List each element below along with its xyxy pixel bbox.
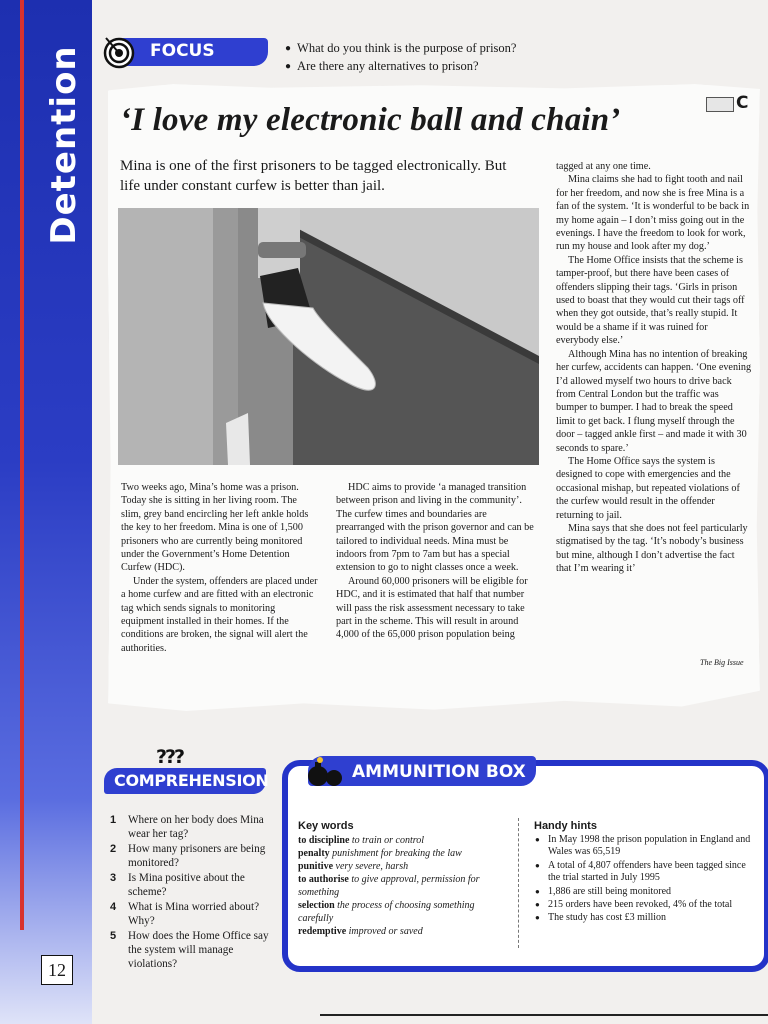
article-paragraph: Mina says that she does not feel particularly stigmatised by the tag. ‘It’s nobody’s business but mine, although I don’t advertise the fact that I’m wearing it’ bbox=[556, 522, 748, 575]
article-paragraph: tagged at any one time. bbox=[556, 161, 651, 172]
key-word-item bbox=[298, 873, 512, 899]
article-source: The Big Issue bbox=[700, 658, 744, 667]
focus-question: ● What do you think is the purpose of prison? bbox=[285, 40, 516, 58]
article-column-3 bbox=[556, 160, 752, 576]
sidebar-red-stripe bbox=[20, 0, 24, 930]
page-number: 12 bbox=[41, 955, 73, 985]
article-paragraph: The Home Office says the system is designed to cope with emergencies and the occasional mishap, but repeated violations of the curfew would result in the offender returning to jail. bbox=[556, 455, 740, 521]
handy-hint: ● 215 orders have been revoked, 4% of the total bbox=[534, 899, 756, 911]
question-text: Where on her body does Mina wear her tag? bbox=[128, 814, 264, 840]
question-number: 3 bbox=[110, 872, 117, 884]
ammunition-divider bbox=[518, 818, 519, 948]
article-column-1 bbox=[121, 481, 318, 655]
article-paragraph: Under the system, offenders are placed under a home curfew and are fitted with an electronic tag which sends signals to monitoring equipment installed in their homes. If the conditions are broken, the signal will alert the authorities. bbox=[121, 575, 318, 654]
key-word-term: to authorise bbox=[298, 874, 349, 885]
publication-logo bbox=[706, 93, 758, 113]
comprehension-question bbox=[110, 842, 280, 870]
question-number: 2 bbox=[110, 843, 117, 855]
question-text: How many prisoners are being monitored? bbox=[128, 843, 266, 869]
key-word-item bbox=[298, 860, 512, 873]
article-standfirst: Mina is one of the first prisoners to be tagged electronically. But life under constant curfew is better than jail. bbox=[120, 158, 507, 194]
logo-icon bbox=[706, 97, 734, 112]
key-word-item bbox=[298, 899, 512, 925]
handy-hints-title: Handy hints bbox=[534, 820, 597, 832]
bottom-rule bbox=[320, 1014, 768, 1016]
handy-hint: ● A total of 4,807 offenders have been tagged since the trial started in July 1995 bbox=[534, 860, 756, 885]
handy-hint: ● The study has cost £3 million bbox=[534, 912, 756, 924]
focus-question: ● Are there any alternatives to prison? bbox=[285, 58, 516, 76]
sidebar bbox=[0, 0, 92, 1024]
question-marks-icon: ??? bbox=[156, 746, 184, 768]
key-word-term: redemptive bbox=[298, 926, 347, 937]
question-text: Is Mina positive about the scheme? bbox=[128, 872, 245, 898]
handy-hint: ● In May 1998 the prison population in England and Wales was 65,519 bbox=[534, 834, 756, 859]
key-words-title: Key words bbox=[298, 820, 354, 832]
article-paragraph: Around 60,000 prisoners will be eligible for HDC, and it is estimated that half that number will pass the risk assessment necessary to take part in the scheme. This will result in around 4,000 of the 65,000 prison population being bbox=[336, 575, 528, 641]
key-word-definition: punishment for breaking the law bbox=[332, 848, 462, 859]
question-number: 4 bbox=[110, 901, 117, 913]
key-word-definition: very severe, harsh bbox=[335, 861, 409, 872]
comprehension-question bbox=[110, 929, 280, 971]
key-word-term: punitive bbox=[298, 861, 334, 872]
key-word-definition: to give approval, permission for something bbox=[298, 874, 480, 898]
comprehension-question bbox=[110, 900, 280, 928]
bomb-icon bbox=[304, 752, 344, 792]
key-word-definition: improved or saved bbox=[348, 926, 423, 937]
key-word-item bbox=[298, 847, 512, 860]
section-title-text: Detention bbox=[44, 45, 84, 245]
article-paragraph: Two weeks ago, Mina’s home was a prison. Today she is sitting in her living room. The slim, grey band encircling her left ankle holds the key to her freedom. Mina is one of 1,500 prisoners who are currently being monitored under the Government’s Home Detention Curfew (HDC). bbox=[121, 482, 309, 574]
article-paragraph: Mina claims she had to fight tooth and nail for her freedom, and now she is free Mina is a fan of the system. ‘It is wonderful to be back in my home again – I don’t miss going out in the evenings. I have the freedom to look for work, run my house and look after my dog.’ bbox=[556, 174, 750, 253]
focus-label: FOCUS bbox=[150, 41, 215, 61]
target-icon bbox=[102, 35, 136, 69]
question-number: 5 bbox=[110, 930, 117, 942]
article-photo-ankle-tag bbox=[118, 208, 539, 465]
key-word-term: penalty bbox=[298, 848, 330, 859]
key-words-list bbox=[298, 834, 512, 938]
article-column-2 bbox=[336, 481, 536, 642]
comprehension-label: COMPREHENSION bbox=[114, 771, 269, 790]
article-paragraph: The Home Office insists that the scheme is tamper-proof, but there have been cases of offenders slipping their tags. ‘Girls in prison used to boast that they would cut their tags off when they got outside, that’s really stupid. It would be a shame if it was ruined for everybody else.’ bbox=[556, 254, 745, 347]
question-text: What is Mina worried about? Why? bbox=[128, 901, 260, 927]
question-number: 1 bbox=[110, 814, 117, 826]
key-word-item bbox=[298, 925, 512, 938]
section-title bbox=[44, 40, 84, 250]
key-word-definition: the process of choosing something carefully bbox=[298, 900, 475, 924]
comprehension-heading bbox=[104, 746, 269, 796]
key-word-definition: to train or control bbox=[351, 835, 425, 846]
ammunition-label: AMMUNITION BOX bbox=[352, 762, 526, 782]
key-word-item bbox=[298, 834, 512, 847]
key-word-term: to discipline bbox=[298, 835, 350, 846]
focus-heading bbox=[102, 35, 262, 69]
article-paragraph: HDC aims to provide ‘a managed transition between prison and living in the community’. The curfew times and boundaries are prearranged with the prison governor and can be tailored to individual needs. Mina must be indoors from 7pm to 7am but has a special extension to go to night classes once a week. bbox=[336, 482, 534, 574]
question-text: How does the Home Office say the system will manage violations? bbox=[128, 930, 269, 970]
focus-questions bbox=[285, 40, 516, 76]
comprehension-questions bbox=[110, 813, 280, 972]
article-headline: ‘I love my electronic ball and chain’ bbox=[120, 102, 621, 138]
logo-letter: C bbox=[736, 93, 749, 113]
key-word-term: selection bbox=[298, 900, 335, 911]
comprehension-question bbox=[110, 813, 280, 841]
comprehension-question bbox=[110, 871, 280, 899]
handy-hint: ● 1,886 are still being monitored bbox=[534, 886, 756, 898]
article-paragraph: Although Mina has no intention of breaking her curfew, accidents can happen. ‘One evening I’d allowed myself two hours to drive back from Central London but the traffic was bumper to bumper. I had to break the speed limit to get back. I flung myself through the door – tagged ankle first – and made it with 30 seconds to spare.’ bbox=[556, 348, 752, 454]
handy-hints-list bbox=[534, 834, 756, 926]
